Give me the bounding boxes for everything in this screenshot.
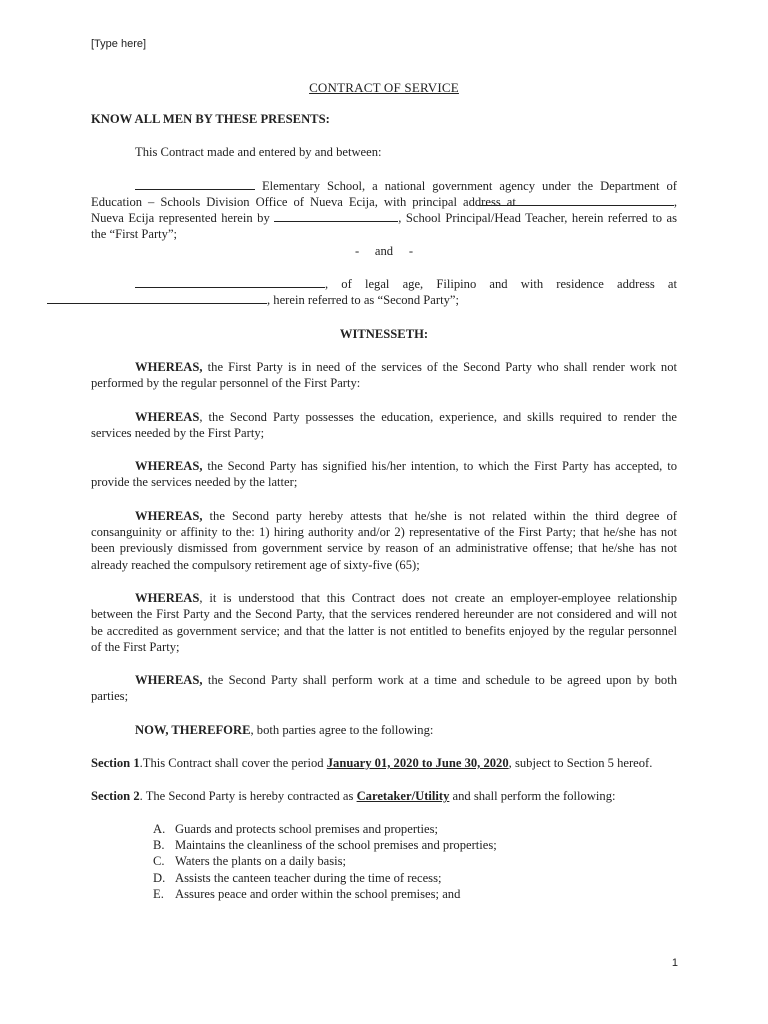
list-item: B. Maintains the cleanliness of the school premises and properties; xyxy=(153,837,497,852)
contract-body xyxy=(91,111,677,902)
witnesseth-heading: WITNESSETH: xyxy=(339,326,429,341)
list-item: A. Guards and protects school premises and properties; xyxy=(153,821,438,836)
whereas-paragraph: WHEREAS, the Second Party possesses the education, experience, and skills required to render the services needed by the First Party; xyxy=(91,409,677,440)
whereas-paragraph: WHEREAS, the First Party is in need of the services of the Second Party who shall render work not performed by the regular personnel of the First Party: xyxy=(91,359,677,391)
page-number: 1 xyxy=(671,957,678,969)
list-item: D. Assists the canteen teacher during the time of recess; xyxy=(153,870,442,885)
whereas-paragraph: WHEREAS, it is understood that this Contract does not create an employer-employee relationship between the First Party and the Second Party, that the services rendered hereunder are not considered and will not be accredited as government service; and that the latter is not entitled to benefits enjoyed by the regular personnel of the First Party; xyxy=(91,590,677,654)
contract-title: CONTRACT OF SERVICE xyxy=(309,80,459,95)
whereas-paragraph: WHEREAS, the Second Party has signified his/her intention, to which the First Party has accepted, to provide the services needed by the latter; xyxy=(91,459,677,490)
contract-period: January 01, 2020 to June 30, 2020 xyxy=(326,756,509,771)
second-party-name-blank xyxy=(135,276,325,288)
principal-address-blank xyxy=(478,194,674,206)
first-party-paragraph: Elementary School, a national government agency under the Department of Education – Schools Division Office of Nueva Ecija, with principal address at , Nueva Ecija represented herein by , School Principal/Head Teacher, herein referred to as the “First Party”; xyxy=(91,178,677,242)
contracted-position: Caretaker/Utility xyxy=(356,789,450,804)
header-placeholder: [Type here] xyxy=(91,38,147,50)
and-separator: - and - xyxy=(354,243,414,258)
section-2: Section 2. The Second Party is hereby contracted as Caretaker/Utility and shall perform the following: xyxy=(91,789,616,804)
school-name-blank xyxy=(135,178,255,190)
list-item: C. Waters the plants on a daily basis; xyxy=(153,854,347,869)
intro-heading: KNOW ALL MEN BY THESE PRESENTS: xyxy=(91,112,330,126)
intro-line: This Contract made and entered by and between: xyxy=(135,145,382,160)
whereas-paragraph: WHEREAS, the Second Party shall perform work at a time and schedule to be agreed upon by both parties; xyxy=(91,673,677,704)
residence-address-blank xyxy=(47,292,267,304)
second-party-paragraph: , of legal age, Filipino and with residence address at , herein referred to as “Second Party”; xyxy=(91,276,677,309)
section-1: Section 1.This Contract shall cover the period January 01, 2020 to June 30, 2020, subject to Section 5 hereof. xyxy=(91,756,653,771)
duties-list xyxy=(91,821,677,902)
list-item: E. Assures peace and order within the school premises; and xyxy=(153,886,461,901)
whereas-paragraph: WHEREAS, the Second party hereby attests that he/she is not related within the third degree of consanguinity or affinity to the: 1) hiring authority and/or 2) representative of the First Party; that he/she has not been previously dismissed from government service by reason of an administrative offense; that he/she has not already reached the compulsory retirement age of sixty-five (65); xyxy=(91,508,677,572)
now-therefore-paragraph: NOW, THEREFORE, both parties agree to the following: xyxy=(135,722,434,737)
representative-blank xyxy=(274,210,398,222)
